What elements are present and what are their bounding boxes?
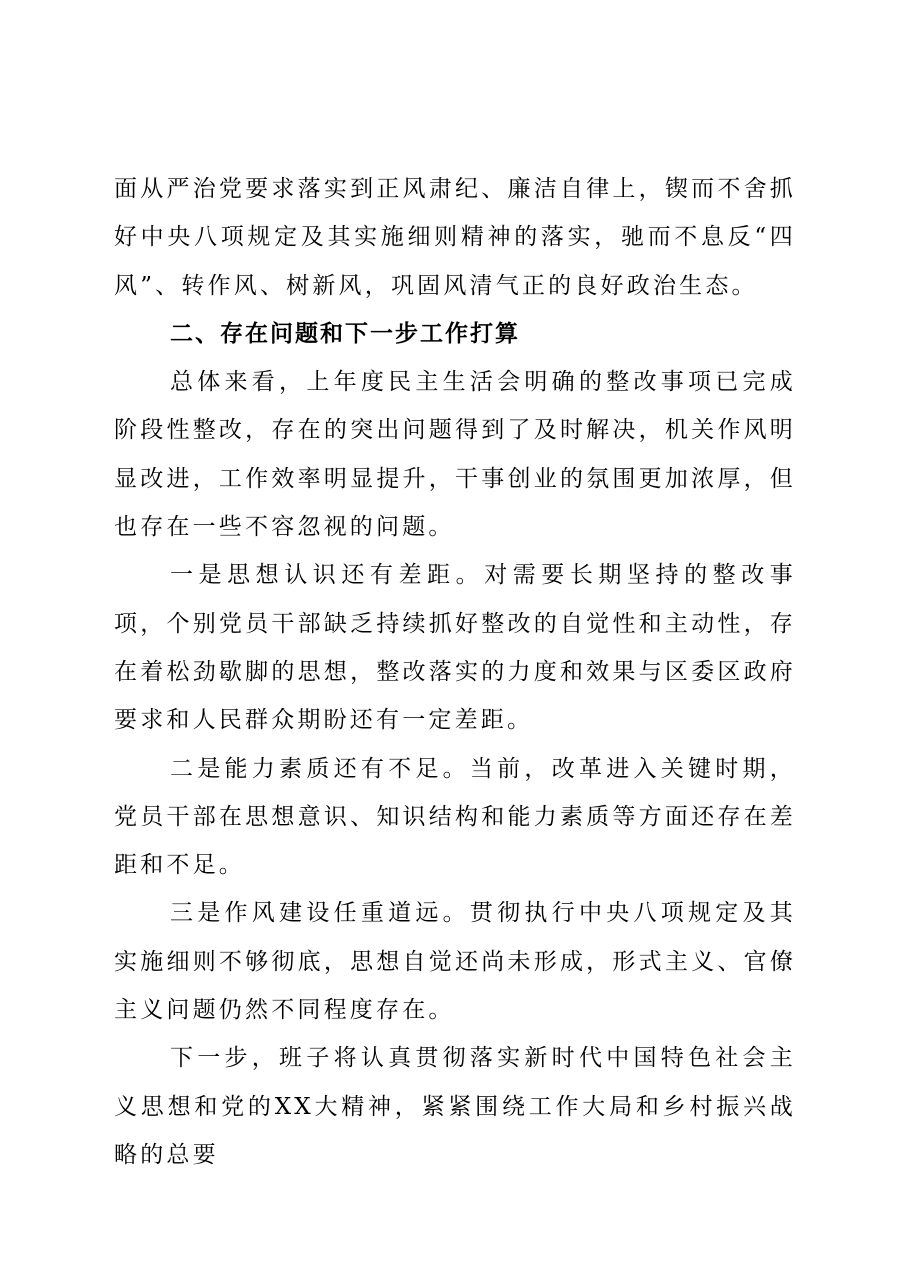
paragraph-next-step — [114, 1034, 796, 1179]
paragraph-text: 当前，改革进入关键时期，党员干部在思想意识、知识结构和能力素质等方面还存在差距和不足。 — [114, 755, 797, 879]
paragraph-text: 总体来看，上年度民主生活会明确的整改事项已完成阶段性整改，存在的突出问题得到了及时解决，机关作风明显改进，工作效率明显提升，干事创业的氛围更加浓厚，但也存在一些不容忽视的问题。 — [114, 369, 796, 541]
paragraph-lead: 三是作风建设任重道远。 — [170, 900, 470, 927]
paragraph-overview — [114, 358, 796, 551]
paragraph-text: 面从严治党要求落实到正风肃纪、廉洁自律上，锲而不舍抓好中央八项规定及其实施细则精神的落实，驰而不息反“四风”、转作风、树新风，巩固风清气正的良好政治生态。 — [114, 176, 796, 299]
paragraph-text: 贯彻执行中央八项规定及其实施细则不够彻底，思想自觉还尚未形成，形式主义、官僚主义问题仍然不同程度存在。 — [114, 900, 797, 1024]
paragraph-issue-1 — [114, 551, 796, 744]
document-body — [114, 165, 796, 1179]
section-heading — [114, 310, 796, 358]
paragraph-lead: 一是思想认识还有差距。 — [170, 562, 485, 589]
paragraph-text: 下一步，班子将认真贯彻落实新时代中国特色社会主义思想和党的XX大精神，紧紧围绕工作大局和乡村振兴战略的总要 — [114, 1045, 796, 1168]
paragraph-continuation — [114, 165, 796, 310]
paragraph-issue-3 — [114, 889, 796, 1034]
paragraph-text: 对需要长期坚持的整改事项，个别党员干部缺乏持续抓好整改的自觉性和主动性，存在着松劲歇脚的思想，整改落实的力度和效果与区委区政府要求和人民群众期盼还有一定差距。 — [114, 562, 797, 734]
paragraph-lead: 二是能力素质还有不足。 — [170, 755, 470, 782]
section-heading-text: 二、存在问题和下一步工作打算 — [170, 320, 520, 347]
paragraph-issue-2 — [114, 745, 796, 890]
